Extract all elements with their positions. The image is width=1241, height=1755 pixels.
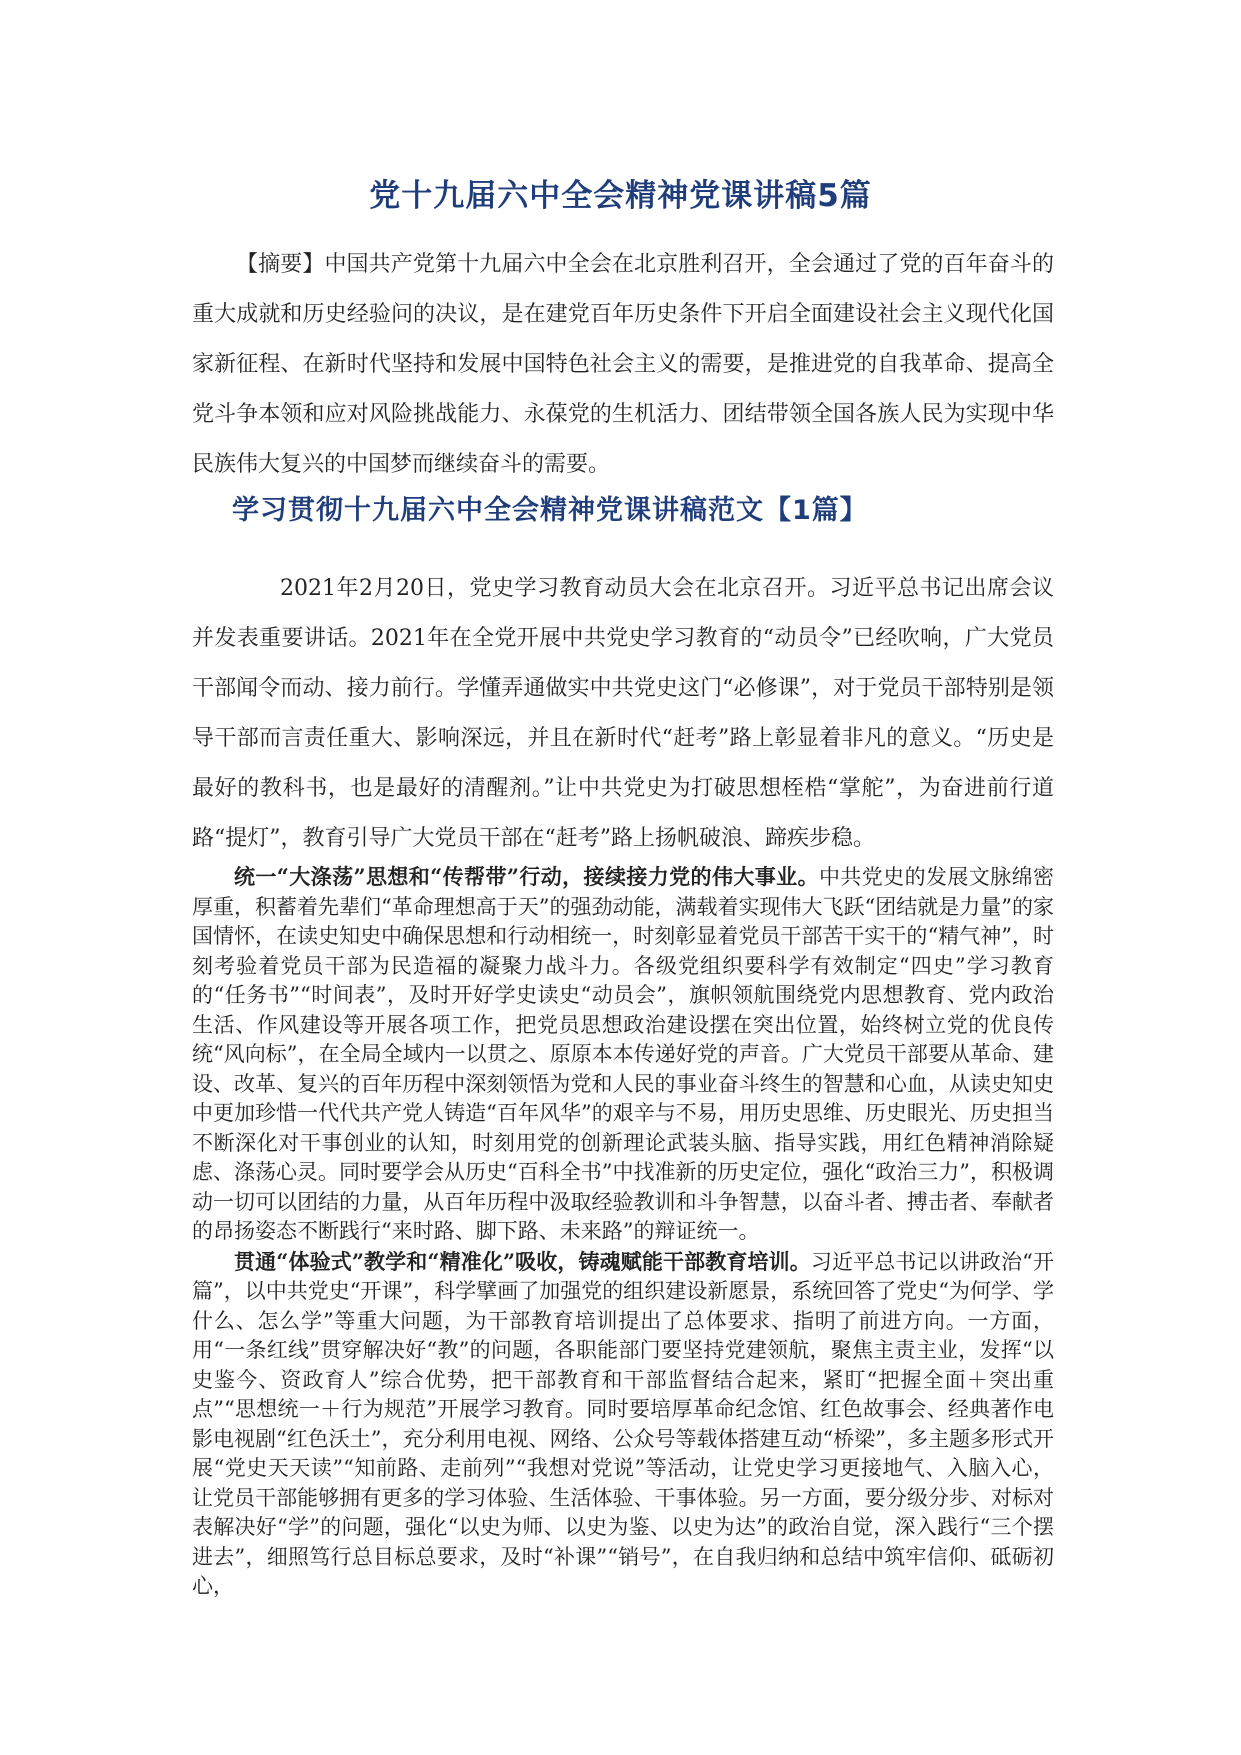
section-subtitle: 学习贯彻十九届六中全会精神党课讲稿范文【1篇】	[232, 495, 868, 526]
body-paragraph-1	[192, 862, 1054, 1247]
paragraph-lead: 统一“大涤荡”思想和“传帮带”行动，接续接力党的伟大事业。	[234, 864, 819, 889]
abstract-paragraph: 【摘要】中国共产党第十九届六中全会在北京胜利召开，全会通过了党的百年奋斗的重大成就和历史经验问的决议，是在建党百年历史条件下开启全面建设社会主义现代化国家新征程、在新时代坚持和发展中国特色社会主义的需要，是推进党的自我革命、提高全党斗争本领和应对风险挑战能力、永葆党的生机活力、团结带领全国各族人民为实现中华民族伟大复兴的中国梦而继续奋斗的需要。	[192, 252, 1054, 477]
paragraph-text: 中共党史的发展文脉绵密厚重，积蓄着先辈们“革命理想高于天”的强劲动能，满载着实现伟大飞跃“团结就是力量”的家国情怀，在读史知史中确保思想和行动相统一，时刻彰显着党员干部苦干实干的“精气神”，时刻考验着党员干部为民造福的凝聚力战斗力。各级党组织要科学有效制定“四史”学习教育的“任务书”“时间表”，及时开好学史读史“动员会”，旗帜领航围绕党内思想教育、党内政治生活、作风建设等开展各项工作，把党员思想政治建设摆在突出位置，始终树立党的优良传统“风向标”，在全局全域内一以贯之、原原本本传递好党的声音。广大党员干部要从革命、建设、改革、复兴的百年历程中深刻领悟为党和人民的事业奋斗终生的智慧和心血，从读史知史中更加珍惜一代代共产党人铸造“百年风华”的艰辛与不易，用历史思维、历史眼光、历史担当不断深化对干事创业的认知，时刻用党的创新理论武装头脑、指导实践，用红色精神消除疑虑、涤荡心灵。同时要学会从历史“百科全书”中找准新的历史定位，强化“政治三力”，积极调动一切可以团结的力量，从百年历程中汲取经验教训和斗争智慧，以奋斗者、搏击者、奉献者的昂扬姿态不断践行“来时路、脚下路、未来路”的辩证统一。	[192, 865, 1054, 1243]
paragraph-lead: 贯通“体验式”教学和“精准化”吸收，铸魂赋能干部教育培训。	[234, 1248, 811, 1274]
body-section	[192, 862, 1054, 1602]
intro-paragraph: 2021年2月20日，党史学习教育动员大会在北京召开。习近平总书记出席会议并发表重要讲话。2021年在全党开展中共党史学习教育的“动员令”已经吹响，广大党员干部闻令而动、接力前行。学懂弄通做实中共党史这门“必修课”，对于党员干部特别是领导干部而言责任重大、影响深远，并且在新时代“赶考”路上彰显着非凡的意义。“历史是最好的教科书，也是最好的清醒剂。”让中共党史为打破思想桎梏“掌舵”，为奋进前行道路“提灯”，教育引导广大党员干部在“赶考”路上扬帆破浪、蹄疾步稳。	[192, 576, 1054, 851]
paragraph-text: 习近平总书记以讲政治“开篇”，以中共党史“开课”，科学擘画了加强党的组织建设新愿景，系统回答了党史“为何学、学什么、怎么学”等重大问题，为干部教育培训提出了总体要求、指明了前进方向。一方面，用“一条红线”贯穿解决好“教”的问题，各职能部门要坚持党建领航，聚焦主责主业，发挥“以史鉴今、资政育人”综合优势，把干部教育和干部监督结合起来，紧盯“把握全面＋突出重点”“思想统一＋行为规范”开展学习教育。同时要培厚革命纪念馆、红色故事会、经典著作电影电视剧“红色沃土”，充分利用电视、网络、公众号等载体搭建互动“桥梁”，多主题多形式开展“党史天天读”“知前路、走前列”“我想对党说”等活动，让党史学习更接地气、入脑入心，让党员干部能够拥有更多的学习体验、生活体验、干事体验。另一方面，要分级分步、对标对表解决好“学”的问题，强化“以史为师、以史为鉴、以史为达”的政治自觉，深入践行“三个摆进去”，细照笃行总目标总要求，及时“补课”“销号”，在自我归纳和总结中筑牢信仰、砥砺初心，	[192, 1249, 1054, 1598]
document-title: 党十九届六中全会精神党课讲稿5篇	[369, 178, 872, 214]
body-paragraph-2	[192, 1247, 1054, 1602]
